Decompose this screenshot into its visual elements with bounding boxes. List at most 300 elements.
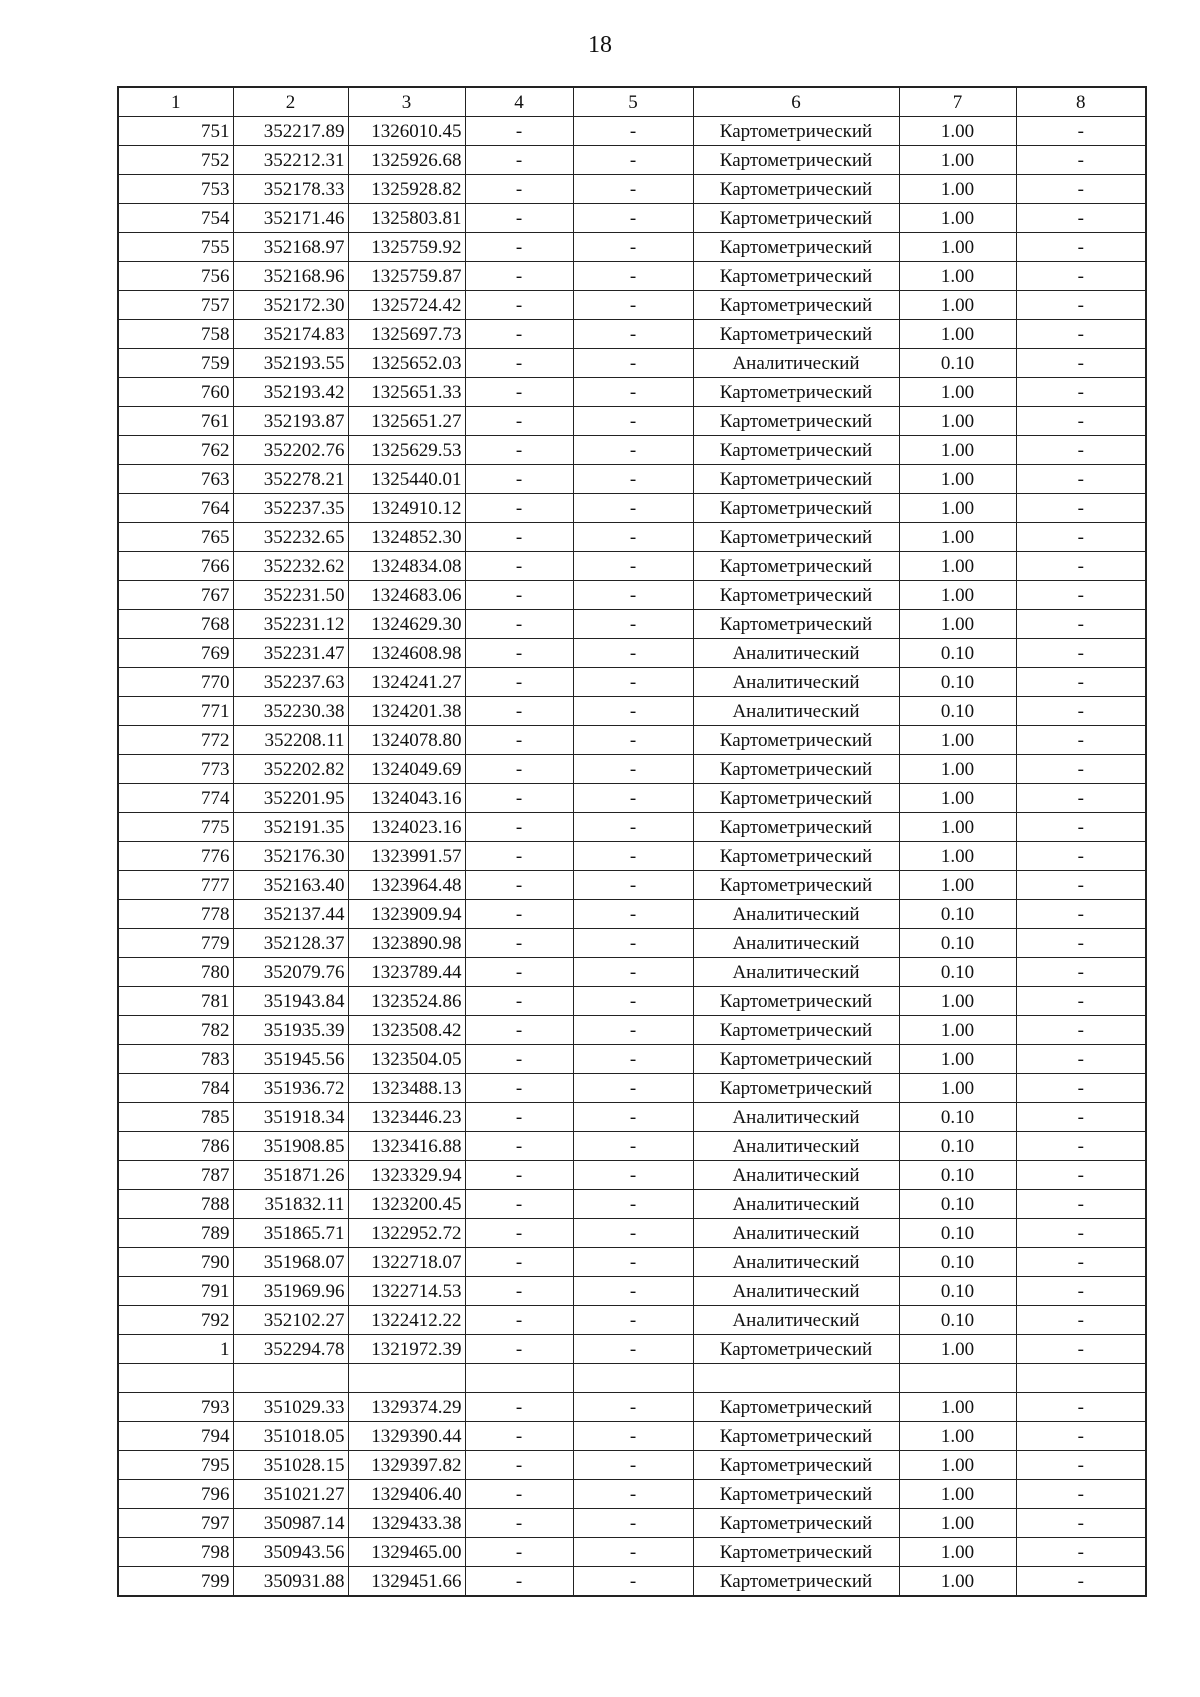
column-8-cell: - <box>1016 523 1146 552</box>
coordinate-y: 1323446.23 <box>348 1103 465 1132</box>
column-5-cell: - <box>573 668 693 697</box>
accuracy-cell: 1.00 <box>899 784 1016 813</box>
coordinate-x: 352294.78 <box>233 1335 348 1364</box>
accuracy-cell: 0.10 <box>899 1103 1016 1132</box>
column-8-cell: - <box>1016 1306 1146 1335</box>
coordinate-y: 1322412.22 <box>348 1306 465 1335</box>
column-4-cell: - <box>465 233 573 262</box>
point-number: 766 <box>118 552 233 581</box>
point-number: 799 <box>118 1567 233 1597</box>
point-number: 782 <box>118 1016 233 1045</box>
table-row <box>118 117 1146 146</box>
column-8-cell: - <box>1016 1509 1146 1538</box>
column-8-cell: - <box>1016 871 1146 900</box>
column-8-cell: - <box>1016 1016 1146 1045</box>
point-number: 754 <box>118 204 233 233</box>
point-number: 753 <box>118 175 233 204</box>
column-5-cell: - <box>573 1161 693 1190</box>
column-4-cell: - <box>465 378 573 407</box>
method-cell: Картометрический <box>693 117 899 146</box>
coordinate-x: 350931.88 <box>233 1567 348 1597</box>
accuracy-cell: 1.00 <box>899 842 1016 871</box>
coordinate-y: 1325803.81 <box>348 204 465 233</box>
coordinate-y: 1323991.57 <box>348 842 465 871</box>
coordinate-x: 352191.35 <box>233 813 348 842</box>
coordinate-x: 352217.89 <box>233 117 348 146</box>
column-4-cell: - <box>465 842 573 871</box>
column-4-cell: - <box>465 726 573 755</box>
point-number: 752 <box>118 146 233 175</box>
accuracy-cell: 1.00 <box>899 465 1016 494</box>
coordinate-y: 1324629.30 <box>348 610 465 639</box>
method-cell: Картометрический <box>693 262 899 291</box>
accuracy-cell: 0.10 <box>899 1132 1016 1161</box>
coordinate-x: 352278.21 <box>233 465 348 494</box>
column-4-cell: - <box>465 610 573 639</box>
coordinate-y: 1324852.30 <box>348 523 465 552</box>
point-number: 791 <box>118 1277 233 1306</box>
table-row <box>118 958 1146 987</box>
point-number: 770 <box>118 668 233 697</box>
accuracy-cell: 0.10 <box>899 1248 1016 1277</box>
column-8-cell: - <box>1016 1422 1146 1451</box>
table-row <box>118 1538 1146 1567</box>
coordinate-y: 1325629.53 <box>348 436 465 465</box>
method-cell: Картометрический <box>693 552 899 581</box>
column-4-cell: - <box>465 465 573 494</box>
method-cell: Картометрический <box>693 146 899 175</box>
header-row <box>118 87 1146 117</box>
column-8-cell: - <box>1016 1451 1146 1480</box>
coordinate-x: 352232.62 <box>233 552 348 581</box>
column-8-cell: - <box>1016 813 1146 842</box>
point-number: 796 <box>118 1480 233 1509</box>
coordinate-y: 1323890.98 <box>348 929 465 958</box>
column-5-cell: - <box>573 958 693 987</box>
coordinate-y: 1325724.42 <box>348 291 465 320</box>
accuracy-cell: 0.10 <box>899 1219 1016 1248</box>
point-number: 761 <box>118 407 233 436</box>
accuracy-cell: 1.00 <box>899 726 1016 755</box>
table-row <box>118 262 1146 291</box>
coordinate-y: 1325928.82 <box>348 175 465 204</box>
column-5-cell: - <box>573 755 693 784</box>
table-row <box>118 1451 1146 1480</box>
method-cell: Картометрический <box>693 436 899 465</box>
column-8-cell: - <box>1016 378 1146 407</box>
column-4-cell: - <box>465 407 573 436</box>
column-header: 1 <box>118 87 233 117</box>
accuracy-cell: 1.00 <box>899 117 1016 146</box>
column-4-cell: - <box>465 436 573 465</box>
coordinate-x <box>233 1364 348 1393</box>
accuracy-cell: 0.10 <box>899 697 1016 726</box>
point-number: 768 <box>118 610 233 639</box>
coordinate-x: 352231.50 <box>233 581 348 610</box>
method-cell: Картометрический <box>693 1451 899 1480</box>
column-5-cell: - <box>573 987 693 1016</box>
point-number: 757 <box>118 291 233 320</box>
column-5-cell: - <box>573 349 693 378</box>
column-5-cell: - <box>573 813 693 842</box>
column-4-cell: - <box>465 581 573 610</box>
column-4-cell: - <box>465 958 573 987</box>
point-number: 769 <box>118 639 233 668</box>
coordinate-y: 1323508.42 <box>348 1016 465 1045</box>
column-5-cell: - <box>573 639 693 668</box>
column-8-cell: - <box>1016 1277 1146 1306</box>
method-cell: Аналитический <box>693 1277 899 1306</box>
method-cell: Аналитический <box>693 1190 899 1219</box>
method-cell: Картометрический <box>693 784 899 813</box>
method-cell: Картометрический <box>693 1045 899 1074</box>
column-8-cell: - <box>1016 842 1146 871</box>
column-8-cell: - <box>1016 1219 1146 1248</box>
table-row <box>118 291 1146 320</box>
coordinate-x: 351936.72 <box>233 1074 348 1103</box>
column-8-cell: - <box>1016 581 1146 610</box>
point-number: 763 <box>118 465 233 494</box>
column-5-cell: - <box>573 378 693 407</box>
column-8-cell: - <box>1016 1161 1146 1190</box>
point-number: 773 <box>118 755 233 784</box>
column-4-cell: - <box>465 1074 573 1103</box>
column-5-cell: - <box>573 175 693 204</box>
accuracy-cell: 0.10 <box>899 1277 1016 1306</box>
accuracy-cell: 1.00 <box>899 1451 1016 1480</box>
column-8-cell: - <box>1016 929 1146 958</box>
table-body <box>118 117 1146 1597</box>
point-number: 793 <box>118 1393 233 1422</box>
column-5-cell: - <box>573 900 693 929</box>
coordinate-y: 1325651.33 <box>348 378 465 407</box>
table-row <box>118 1190 1146 1219</box>
column-5-cell: - <box>573 1335 693 1364</box>
coordinate-x: 351935.39 <box>233 1016 348 1045</box>
method-cell: Картометрический <box>693 987 899 1016</box>
accuracy-cell: 1.00 <box>899 1538 1016 1567</box>
accuracy-cell: 1.00 <box>899 407 1016 436</box>
table-row <box>118 900 1146 929</box>
coordinate-y: 1322714.53 <box>348 1277 465 1306</box>
column-5-cell: - <box>573 204 693 233</box>
method-cell: Картометрический <box>693 1074 899 1103</box>
coordinate-y: 1325759.87 <box>348 262 465 291</box>
column-8-cell: - <box>1016 1190 1146 1219</box>
column-5-cell: - <box>573 784 693 813</box>
column-4-cell: - <box>465 1016 573 1045</box>
point-number: 776 <box>118 842 233 871</box>
column-8-cell: - <box>1016 436 1146 465</box>
table-row <box>118 987 1146 1016</box>
column-5-cell: - <box>573 1509 693 1538</box>
method-cell: Картометрический <box>693 1393 899 1422</box>
accuracy-cell: 1.00 <box>899 436 1016 465</box>
method-cell: Картометрический <box>693 1335 899 1364</box>
point-number: 751 <box>118 117 233 146</box>
point-number: 767 <box>118 581 233 610</box>
coordinate-y: 1322952.72 <box>348 1219 465 1248</box>
column-4-cell: - <box>465 1422 573 1451</box>
column-4-cell: - <box>465 813 573 842</box>
column-4-cell: - <box>465 1451 573 1480</box>
column-8-cell: - <box>1016 349 1146 378</box>
column-5-cell: - <box>573 407 693 436</box>
column-4-cell: - <box>465 900 573 929</box>
coordinate-x: 351945.56 <box>233 1045 348 1074</box>
point-number: 795 <box>118 1451 233 1480</box>
table-row <box>118 146 1146 175</box>
accuracy-cell: 1.00 <box>899 1074 1016 1103</box>
table-row <box>118 755 1146 784</box>
column-4-cell: - <box>465 1161 573 1190</box>
column-4-cell: - <box>465 320 573 349</box>
column-8-cell: - <box>1016 784 1146 813</box>
accuracy-cell: 1.00 <box>899 1335 1016 1364</box>
column-5-cell: - <box>573 262 693 291</box>
column-8-cell: - <box>1016 1103 1146 1132</box>
column-5-cell: - <box>573 1103 693 1132</box>
method-cell: Картометрический <box>693 1509 899 1538</box>
accuracy-cell: 1.00 <box>899 320 1016 349</box>
accuracy-cell: 0.10 <box>899 900 1016 929</box>
coordinate-x: 352208.11 <box>233 726 348 755</box>
accuracy-cell: 0.10 <box>899 1190 1016 1219</box>
column-4-cell: - <box>465 552 573 581</box>
coordinate-x: 352168.97 <box>233 233 348 262</box>
table-row <box>118 784 1146 813</box>
table-row <box>118 1480 1146 1509</box>
column-5-cell: - <box>573 1045 693 1074</box>
table-row <box>118 320 1146 349</box>
column-4-cell: - <box>465 291 573 320</box>
coordinate-x: 350987.14 <box>233 1509 348 1538</box>
coordinate-y: 1324608.98 <box>348 639 465 668</box>
method-cell: Картометрический <box>693 291 899 320</box>
accuracy-cell: 1.00 <box>899 146 1016 175</box>
coordinate-x: 352201.95 <box>233 784 348 813</box>
column-5-cell: - <box>573 1277 693 1306</box>
table-row <box>118 1074 1146 1103</box>
column-8-cell: - <box>1016 1132 1146 1161</box>
column-8-cell: - <box>1016 146 1146 175</box>
column-4-cell: - <box>465 871 573 900</box>
table-row <box>118 697 1146 726</box>
column-4-cell: - <box>465 987 573 1016</box>
coordinate-y <box>348 1364 465 1393</box>
method-cell: Картометрический <box>693 175 899 204</box>
column-5-cell: - <box>573 1538 693 1567</box>
method-cell: Картометрический <box>693 523 899 552</box>
table-row <box>118 581 1146 610</box>
column-8-cell: - <box>1016 668 1146 697</box>
column-4-cell: - <box>465 175 573 204</box>
column-8-cell: - <box>1016 755 1146 784</box>
column-4-cell: - <box>465 1306 573 1335</box>
table-row <box>118 726 1146 755</box>
table-row <box>118 1161 1146 1190</box>
table-row <box>118 378 1146 407</box>
column-5-cell: - <box>573 1016 693 1045</box>
coordinate-x: 351943.84 <box>233 987 348 1016</box>
coordinate-y: 1323964.48 <box>348 871 465 900</box>
point-number: 787 <box>118 1161 233 1190</box>
coordinate-y: 1329374.29 <box>348 1393 465 1422</box>
table-row <box>118 204 1146 233</box>
column-8-cell: - <box>1016 639 1146 668</box>
accuracy-cell: 1.00 <box>899 552 1016 581</box>
coordinate-x: 352193.87 <box>233 407 348 436</box>
coordinate-x: 352230.38 <box>233 697 348 726</box>
table-row <box>118 1422 1146 1451</box>
column-header: 3 <box>348 87 465 117</box>
accuracy-cell: 0.10 <box>899 1306 1016 1335</box>
table-row <box>118 1567 1146 1597</box>
coordinate-y: 1324078.80 <box>348 726 465 755</box>
accuracy-cell: 0.10 <box>899 639 1016 668</box>
method-cell: Аналитический <box>693 1132 899 1161</box>
column-4-cell <box>465 1364 573 1393</box>
point-number: 798 <box>118 1538 233 1567</box>
coordinate-y: 1329397.82 <box>348 1451 465 1480</box>
accuracy-cell: 1.00 <box>899 523 1016 552</box>
method-cell: Картометрический <box>693 1480 899 1509</box>
column-8-cell: - <box>1016 1567 1146 1597</box>
coordinate-x: 350943.56 <box>233 1538 348 1567</box>
column-4-cell: - <box>465 1277 573 1306</box>
coordinate-x: 352231.12 <box>233 610 348 639</box>
column-8-cell: - <box>1016 1045 1146 1074</box>
coordinate-x: 351918.34 <box>233 1103 348 1132</box>
point-number: 797 <box>118 1509 233 1538</box>
point-number: 774 <box>118 784 233 813</box>
accuracy-cell: 1.00 <box>899 1016 1016 1045</box>
point-number: 780 <box>118 958 233 987</box>
coordinate-y: 1324910.12 <box>348 494 465 523</box>
point-number: 762 <box>118 436 233 465</box>
point-number: 777 <box>118 871 233 900</box>
coordinate-x: 352231.47 <box>233 639 348 668</box>
coordinate-x: 352128.37 <box>233 929 348 958</box>
column-header: 7 <box>899 87 1016 117</box>
table-row <box>118 175 1146 204</box>
column-5-cell: - <box>573 1219 693 1248</box>
accuracy-cell: 1.00 <box>899 378 1016 407</box>
accuracy-cell: 1.00 <box>899 755 1016 784</box>
coordinate-y: 1322718.07 <box>348 1248 465 1277</box>
coordinate-y: 1323416.88 <box>348 1132 465 1161</box>
method-cell: Картометрический <box>693 813 899 842</box>
column-8-cell: - <box>1016 1480 1146 1509</box>
coordinate-y: 1326010.45 <box>348 117 465 146</box>
accuracy-cell: 1.00 <box>899 1480 1016 1509</box>
method-cell: Картометрический <box>693 610 899 639</box>
coordinate-y: 1329406.40 <box>348 1480 465 1509</box>
coordinate-y: 1324049.69 <box>348 755 465 784</box>
column-4-cell: - <box>465 784 573 813</box>
column-4-cell: - <box>465 1509 573 1538</box>
accuracy-cell: 1.00 <box>899 204 1016 233</box>
accuracy-cell: 0.10 <box>899 929 1016 958</box>
method-cell: Картометрический <box>693 1538 899 1567</box>
coordinate-y: 1324683.06 <box>348 581 465 610</box>
method-cell: Картометрический <box>693 581 899 610</box>
method-cell: Картометрический <box>693 378 899 407</box>
point-number: 783 <box>118 1045 233 1074</box>
column-8-cell: - <box>1016 1538 1146 1567</box>
method-cell: Аналитический <box>693 1248 899 1277</box>
column-5-cell: - <box>573 871 693 900</box>
column-header: 4 <box>465 87 573 117</box>
point-number: 781 <box>118 987 233 1016</box>
column-4-cell: - <box>465 1219 573 1248</box>
accuracy-cell: 1.00 <box>899 813 1016 842</box>
coordinate-y: 1321972.39 <box>348 1335 465 1364</box>
table-row <box>118 668 1146 697</box>
table-row <box>118 436 1146 465</box>
table-row <box>118 1016 1146 1045</box>
coordinate-y: 1323909.94 <box>348 900 465 929</box>
column-8-cell: - <box>1016 465 1146 494</box>
column-4-cell: - <box>465 639 573 668</box>
coordinate-x: 352172.30 <box>233 291 348 320</box>
column-4-cell: - <box>465 1393 573 1422</box>
coordinate-x: 352212.31 <box>233 146 348 175</box>
column-5-cell: - <box>573 610 693 639</box>
column-5-cell: - <box>573 320 693 349</box>
table-row <box>118 349 1146 378</box>
column-header: 8 <box>1016 87 1146 117</box>
column-8-cell: - <box>1016 407 1146 436</box>
point-number: 779 <box>118 929 233 958</box>
table-row <box>118 494 1146 523</box>
table-row <box>118 1045 1146 1074</box>
column-4-cell: - <box>465 1567 573 1597</box>
table-row <box>118 523 1146 552</box>
coordinate-x: 351018.05 <box>233 1422 348 1451</box>
accuracy-cell: 1.00 <box>899 494 1016 523</box>
coordinate-x: 352237.35 <box>233 494 348 523</box>
table-header <box>118 87 1146 117</box>
method-cell: Картометрический <box>693 842 899 871</box>
method-cell: Картометрический <box>693 320 899 349</box>
point-number: 790 <box>118 1248 233 1277</box>
coordinate-x: 352163.40 <box>233 871 348 900</box>
method-cell: Картометрический <box>693 726 899 755</box>
accuracy-cell <box>899 1364 1016 1393</box>
column-8-cell: - <box>1016 987 1146 1016</box>
method-cell: Аналитический <box>693 958 899 987</box>
table-row <box>118 1306 1146 1335</box>
coordinate-x: 352237.63 <box>233 668 348 697</box>
column-4-cell: - <box>465 668 573 697</box>
coordinate-x: 351908.85 <box>233 1132 348 1161</box>
column-5-cell: - <box>573 1567 693 1597</box>
column-5-cell: - <box>573 146 693 175</box>
method-cell: Аналитический <box>693 1161 899 1190</box>
coordinate-x: 352232.65 <box>233 523 348 552</box>
coordinate-x: 352137.44 <box>233 900 348 929</box>
column-4-cell: - <box>465 929 573 958</box>
table-row <box>118 1393 1146 1422</box>
coordinate-y: 1323200.45 <box>348 1190 465 1219</box>
point-number: 772 <box>118 726 233 755</box>
table-row <box>118 465 1146 494</box>
coordinate-y: 1323504.05 <box>348 1045 465 1074</box>
coordinate-x: 352193.42 <box>233 378 348 407</box>
column-5-cell: - <box>573 842 693 871</box>
table-row <box>118 1277 1146 1306</box>
